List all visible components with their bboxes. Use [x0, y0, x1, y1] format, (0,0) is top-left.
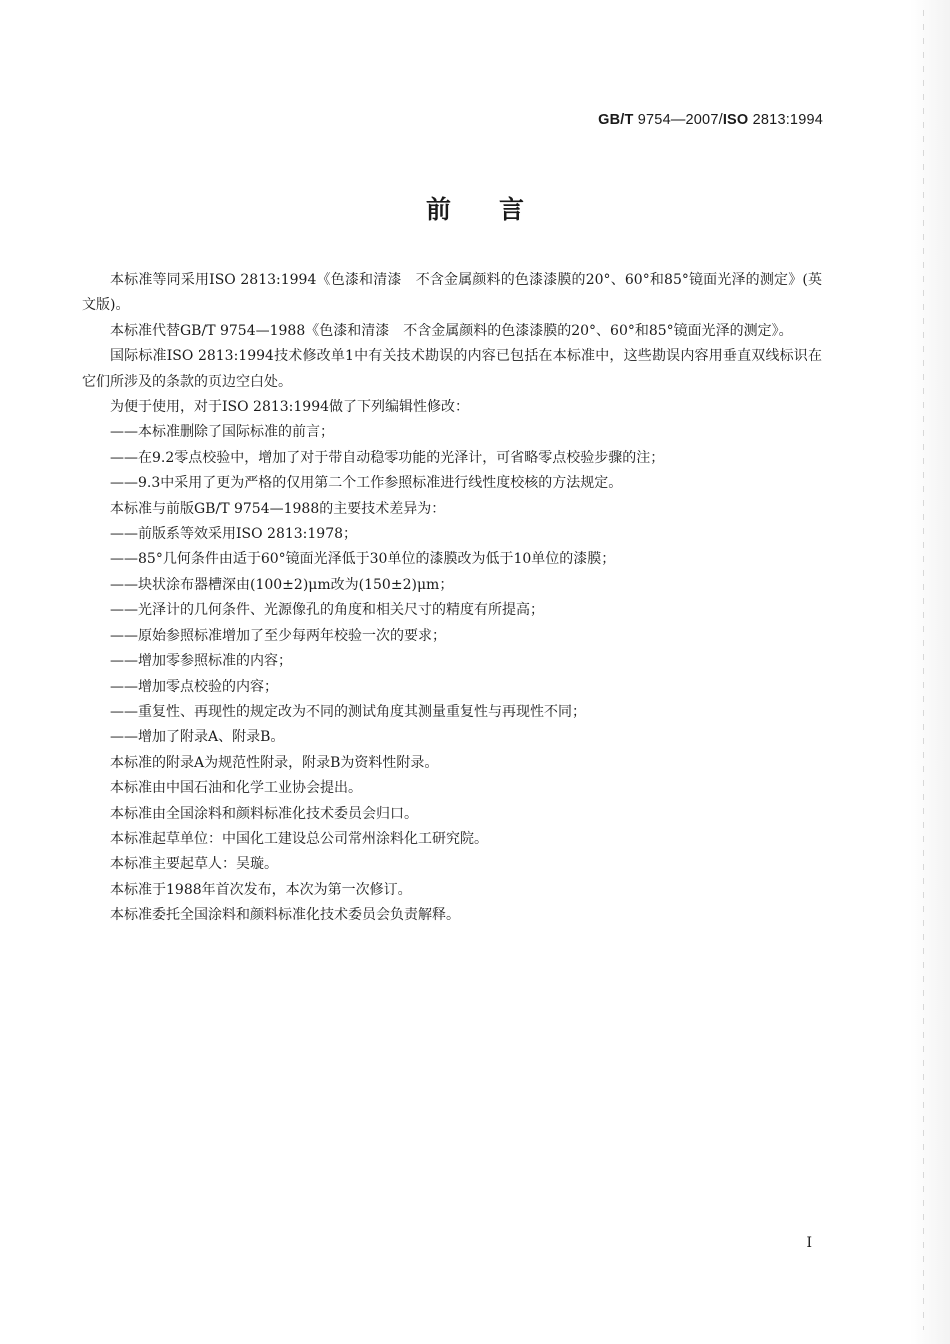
paragraph: 本标准等同采用ISO 2813:1994《色漆和清漆 不含金属颜料的色漆漆膜的20°、60°和85°镜面光泽的测定》(英文版)。: [82, 272, 822, 314]
doc-code-iso-number: 2813:1994: [748, 112, 823, 128]
list-item: ——增加零参照标准的内容；: [110, 653, 292, 670]
list-item: ——增加了附录A、附录B。: [110, 729, 285, 746]
paragraph: 为便于使用，对于ISO 2813:1994做了下列编辑性修改：: [110, 399, 470, 416]
doc-code-number: 9754—2007/: [633, 112, 723, 128]
paragraph: 本标准起草单位：中国化工建设总公司常州涂料化工研究院。: [110, 830, 488, 847]
list-item: ——重复性、再现性的规定改为不同的测试角度其测量重复性与再现性不同；: [110, 703, 586, 720]
paragraph: 本标准主要起草人：吴璇。: [110, 856, 278, 873]
list-item: ——前版系等效采用ISO 2813:1978；: [110, 526, 358, 543]
list-item: ——85°几何条件由适于60°镜面光泽低于30单位的漆膜改为低于10单位的漆膜；: [110, 551, 616, 568]
paragraph: 本标准由全国涂料和颜料标准化技术委员会归口。: [110, 805, 418, 822]
list-item: ——光泽计的几何条件、光源像孔的角度和相关尺寸的精度有所提高；: [110, 602, 544, 619]
paragraph: 本标准委托全国涂料和颜料标准化技术委员会负责解释。: [110, 907, 460, 924]
paragraph: 本标准于1988年首次发布，本次为第一次修订。: [110, 881, 412, 898]
list-item: ——在9.2零点校验中，增加了对于带自动稳零功能的光泽计，可省略零点校验步骤的注；: [110, 449, 665, 466]
paragraph: 本标准由中国石油和化学工业协会提出。: [110, 780, 362, 797]
doc-code-iso: ISO: [722, 112, 749, 128]
paragraph: 本标准的附录A为规范性附录，附录B为资料性附录。: [110, 754, 439, 771]
list-item: ——增加零点校验的内容；: [110, 678, 278, 695]
paragraph: 国际标准ISO 2813:1994技术修改单1中有关技术勘误的内容已包括在本标准中，这些勘误内容用垂直双线标识在它们所涉及的条款的页边空白处。: [82, 348, 822, 390]
page-title: 前言: [425, 195, 572, 224]
foreword-body: [82, 268, 822, 929]
paragraph: 本标准代替GB/T 9754—1988《色漆和清漆 不含金属颜料的色漆漆膜的20°、60°和85°镜面光泽的测定》。: [110, 322, 793, 339]
document-code: [598, 112, 823, 128]
list-item: ——块状涂布器槽深由(100±2)μm改为(150±2)μm；: [110, 576, 454, 593]
page-number: I: [806, 1235, 812, 1251]
paragraph: 本标准与前版GB/T 9754—1988的主要技术差异为：: [110, 500, 446, 517]
list-item: ——原始参照标准增加了至少每两年校验一次的要求；: [110, 627, 446, 644]
list-item: ——9.3中采用了更为严格的仅用第二个工作参照标准进行线性度校核的方法规定。: [110, 475, 623, 492]
doc-code-gbt: GB/T: [598, 112, 634, 128]
list-item: ——本标准删除了国际标准的前言；: [110, 424, 334, 441]
